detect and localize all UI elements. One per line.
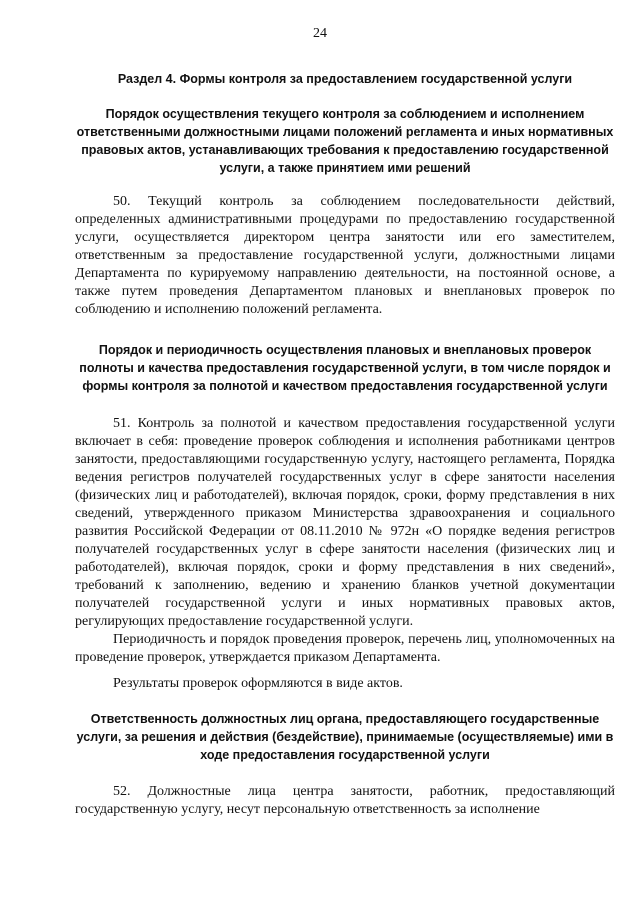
heading-inspections: Порядок и периодичность осуществления плановых и внеплановых проверок полноты и качества предоставления государственной услуги, в том числе порядок и формы контроля за полнотой и качеством предоставления государственной услуги: [79, 343, 611, 393]
paragraph-periodicity: Периодичность и порядок проведения проверок, перечень лиц, уполномоченных на проведение проверок, утверждается приказом Департамента.: [75, 632, 615, 665]
heading-current-control: Порядок осуществления текущего контроля за соблюдением и исполнением ответственными должностными лицами положений регламента и иных нормативных правовых актов, устанавливающих требования к предоставлению государственной услуги, а также принятием ими решений: [76, 107, 614, 175]
paragraph-50: 50. Текущий контроль за соблюдением последовательности действий, определенных административными процедурами по предоставлению государственной услуги, осуществляется директором центра занятости или его заместителем, ответственным за предоставление государственной услуги, должностными лицами Департамента по курируемому направлению деятельности, на постоянной основе, а также путем проведения Департаментом плановых и внеплановых проверок по соблюдению и исполнению положений регламента.: [75, 194, 615, 317]
paragraph-52: 52. Должностные лица центра занятости, работник, предоставляющий государственную услугу, несут персональную ответственность за исполнение: [75, 784, 615, 817]
paragraph-results: Результаты проверок оформляются в виде актов.: [113, 676, 403, 691]
section-title: Раздел 4. Формы контроля за предоставлением государственной услуги: [117, 72, 573, 86]
page-number: 24: [313, 26, 327, 41]
heading-responsibility: Ответственность должностных лиц органа, предоставляющего государственные услуги, за решения и действия (бездействие), принимаемые (осуществляемые) ими в ходе предоставления государственной услуги: [76, 712, 614, 762]
page-content: [75, 70, 615, 819]
paragraph-51: 51. Контроль за полнотой и качеством предоставления государственной услуги включает в себя: проведение проверок соблюдения и исполнения работниками центров занятости, предоставляющими государственную услугу, настоящего регламента, Порядка ведения регистров получателей государственных услуг в сфере занятости населения (физических лиц и работодателей), включая порядок, сроки, форму представления в них сведений, утвержденного приказом Министерства здравоохранения и социального развития Российской Федерации от 08.11.2010 № 972н «О порядке ведения регистров получателей государственных услуг в сфере занятости населения (физических лиц и работодателей), включая порядок, сроки и форму представления в них сведений», требований к заполнению, ведению и хранению бланков учетной документации получателей государственной услуги и иных нормативных правовых актов, регулирующих предоставление государственной услуги.: [75, 416, 615, 629]
